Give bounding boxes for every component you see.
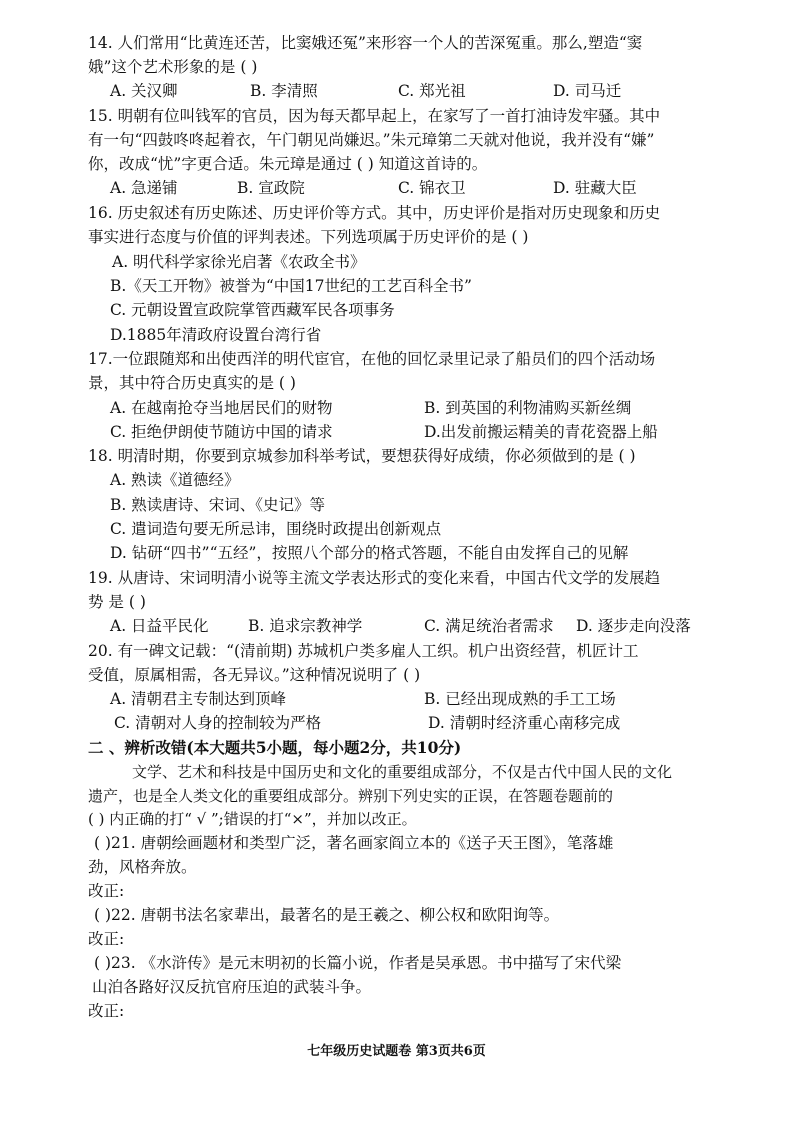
- q15-option-c: C. 锦衣卫: [398, 179, 466, 197]
- page-footer: 七年级历史试题卷 第3页共6页: [307, 1044, 486, 1059]
- q20-line1: 20. 有一碑文记载：“(清前期) 苏城机户类多雇人工织。机户出资经营，机匠计工: [88, 642, 639, 660]
- q14-option-c: C. 郑光祖: [398, 82, 466, 100]
- q17-line1: 17.一位跟随郑和出使西洋的明代宦官，在他的回忆录里记录了船员们的四个活动场: [88, 350, 656, 368]
- q20-line2: 受值，原属相需，各无异议。”这种情况说明了 ( ): [88, 666, 421, 684]
- q19-option-a: A. 日益平民化: [110, 617, 209, 635]
- q23-correction-label: 改正:: [88, 1002, 125, 1020]
- q23-line1: ( )23. 《水浒传》是元末明初的长篇小说，作者是吴承恩。书中描写了宋代梁: [94, 954, 622, 972]
- q17-option-c: C. 拒绝伊朗使节随访中国的请求: [110, 423, 333, 441]
- q14-line1: 14. 人们常用“比黄连还苦，比窦娥还冤”来形容一个人的苦深冤重。那么,塑造“窦: [88, 34, 643, 52]
- q16-option-d: D.1885年清政府设置台湾行省: [110, 326, 322, 344]
- q16-line1: 16. 历史叙述有历史陈述、历史评价等方式。其中，历史评价是指对历史现象和历史: [88, 204, 661, 222]
- q21-correction-label: 改正:: [88, 882, 125, 900]
- q14-option-b: B. 李清照: [250, 82, 318, 100]
- q16-option-b: B.《天工开物》被誉为“中国17世纪的工艺百科全书”: [110, 277, 472, 295]
- q14-option-a: A. 关汉卿: [110, 82, 178, 100]
- q15-line3: 你，改成“忧”字更合适。朱元璋是通过 ( ) 知道这首诗的。: [88, 155, 488, 173]
- q19-option-d: D. 逐步走向没落: [576, 617, 691, 635]
- q23-line2: 山泊各路好汉反抗官府压迫的武装斗争。: [92, 978, 372, 996]
- q17-option-b: B. 到英国的利物浦购买新丝绸: [424, 399, 632, 417]
- q17-option-d: D.出发前搬运精美的青花瓷器上船: [424, 423, 658, 441]
- section2-heading: 二 、辨析改错(本大题共5小题，每小题2分，共10分): [88, 738, 462, 757]
- q15-option-a: A. 急递铺: [110, 179, 178, 197]
- q14-line2: 娥”这个艺术形象的是 ( ): [88, 58, 258, 76]
- q14-option-d: D. 司马迁: [553, 82, 622, 100]
- q22-line1: ( )22. 唐朝书法名家辈出，最著名的是王羲之、柳公权和欧阳询等。: [94, 906, 560, 924]
- q15-option-b: B. 宣政院: [237, 179, 305, 197]
- q18-line1: 18. 明清时期，你要到京城参加科举考试，要想获得好成绩，你必须做到的是 ( ): [88, 447, 636, 465]
- q15-option-d: D. 驻藏大臣: [553, 179, 637, 197]
- q17-option-a: A. 在越南抢夺当地居民们的财物: [110, 399, 333, 417]
- q19-option-c: C. 满足统治者需求: [424, 617, 554, 635]
- q18-option-d: D. 钻研“四书”“五经”，按照八个部分的格式答题，不能自由发挥自己的见解: [110, 544, 629, 562]
- q16-option-a: A. 明代科学家徐光启著《农政全书》: [112, 253, 366, 271]
- q21-line1: ( )21. 唐朝绘画题材和类型广泛，著名画家阎立本的《送子天王图》，笔落雄: [94, 834, 614, 852]
- q16-option-c: C. 元朝设置宣政院掌管西藏军民各项事务: [110, 301, 395, 319]
- q19-option-b: B. 追求宗教神学: [248, 617, 363, 635]
- q22-correction-label: 改正:: [88, 930, 125, 948]
- q18-option-c: C. 遣词造句要无所忌讳，围绕时政提出创新观点: [110, 520, 442, 538]
- q15-line2: 有一句“四鼓咚咚起着衣，午门朝见尚嫌迟。”朱元璋第二天就对他说，我并没有“嫌”: [88, 131, 655, 149]
- q17-line2: 景，其中符合历史真实的是 ( ): [88, 374, 296, 392]
- q20-option-b: B. 已经出现成熟的手工工场: [424, 690, 616, 708]
- section2-intro-line3: ( ) 内正确的打“ √ ”;错误的打“×”，并加以改正。: [88, 810, 417, 828]
- q21-line2: 劲，风格奔放。: [88, 858, 197, 876]
- q15-line1: 15. 明朝有位叫钱军的官员，因为每天都早起上，在家写了一首打油诗发牢骚。其中: [88, 107, 661, 125]
- q19-line2: 势 是 ( ): [88, 593, 146, 611]
- q19-line1: 19. 从唐诗、宋词明清小说等主流文学表达形式的变化来看，中国古代文学的发展趋: [88, 569, 661, 587]
- section2-intro-line1: 文学、艺术和科技是中国历史和文化的重要组成部分，不仅是古代中国人民的文化: [132, 763, 673, 781]
- section2-intro-line2: 遗产，也是全人类文化的重要组成部分。辨别下列史实的正误，在答题卷题前的: [88, 787, 614, 805]
- q18-option-b: B. 熟读唐诗、宋词、《史记》等: [110, 496, 325, 514]
- q16-line2: 事实进行态度与价值的评判表述。下列选项属于历史评价的是 ( ): [88, 228, 529, 246]
- q20-option-c: C. 清朝对人身的控制较为严格: [114, 714, 322, 732]
- q18-option-a: A. 熟读《道德经》: [110, 471, 240, 489]
- q20-option-d: D. 清朝时经济重心南移完成: [428, 714, 621, 732]
- q20-option-a: A. 清朝君主专制达到顶峰: [110, 690, 287, 708]
